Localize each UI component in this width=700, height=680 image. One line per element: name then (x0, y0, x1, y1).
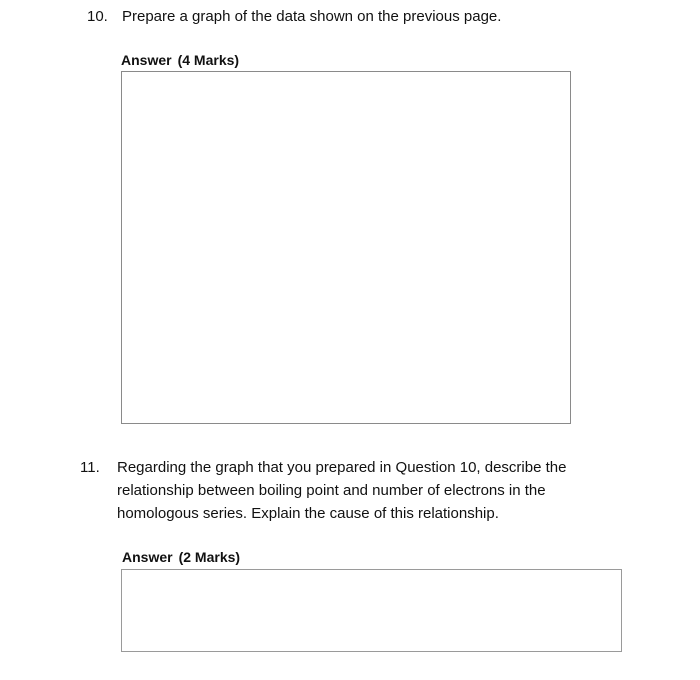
question-10-answer-box[interactable] (121, 71, 571, 424)
question-11-line-3: homologous series. Explain the cause of this relationship. (117, 505, 499, 522)
question-11-answer-label (122, 547, 240, 567)
marks-text: (2 Marks) (178, 549, 241, 565)
answer-word: Answer (122, 549, 173, 565)
question-11-line-2: relationship between boiling point and number of electrons in the (117, 482, 546, 499)
question-10-number: 10. (87, 8, 108, 25)
answer-word: Answer (121, 52, 172, 68)
question-11-line-1: Regarding the graph that you prepared in Question 10, describe the (117, 459, 567, 476)
marks-text: (4 Marks) (177, 52, 240, 68)
question-10-text: Prepare a graph of the data shown on the previous page. (122, 8, 502, 25)
question-10-answer-label (121, 50, 239, 70)
question-11-answer-box[interactable] (121, 569, 622, 652)
question-11-number: 11. (80, 459, 100, 476)
